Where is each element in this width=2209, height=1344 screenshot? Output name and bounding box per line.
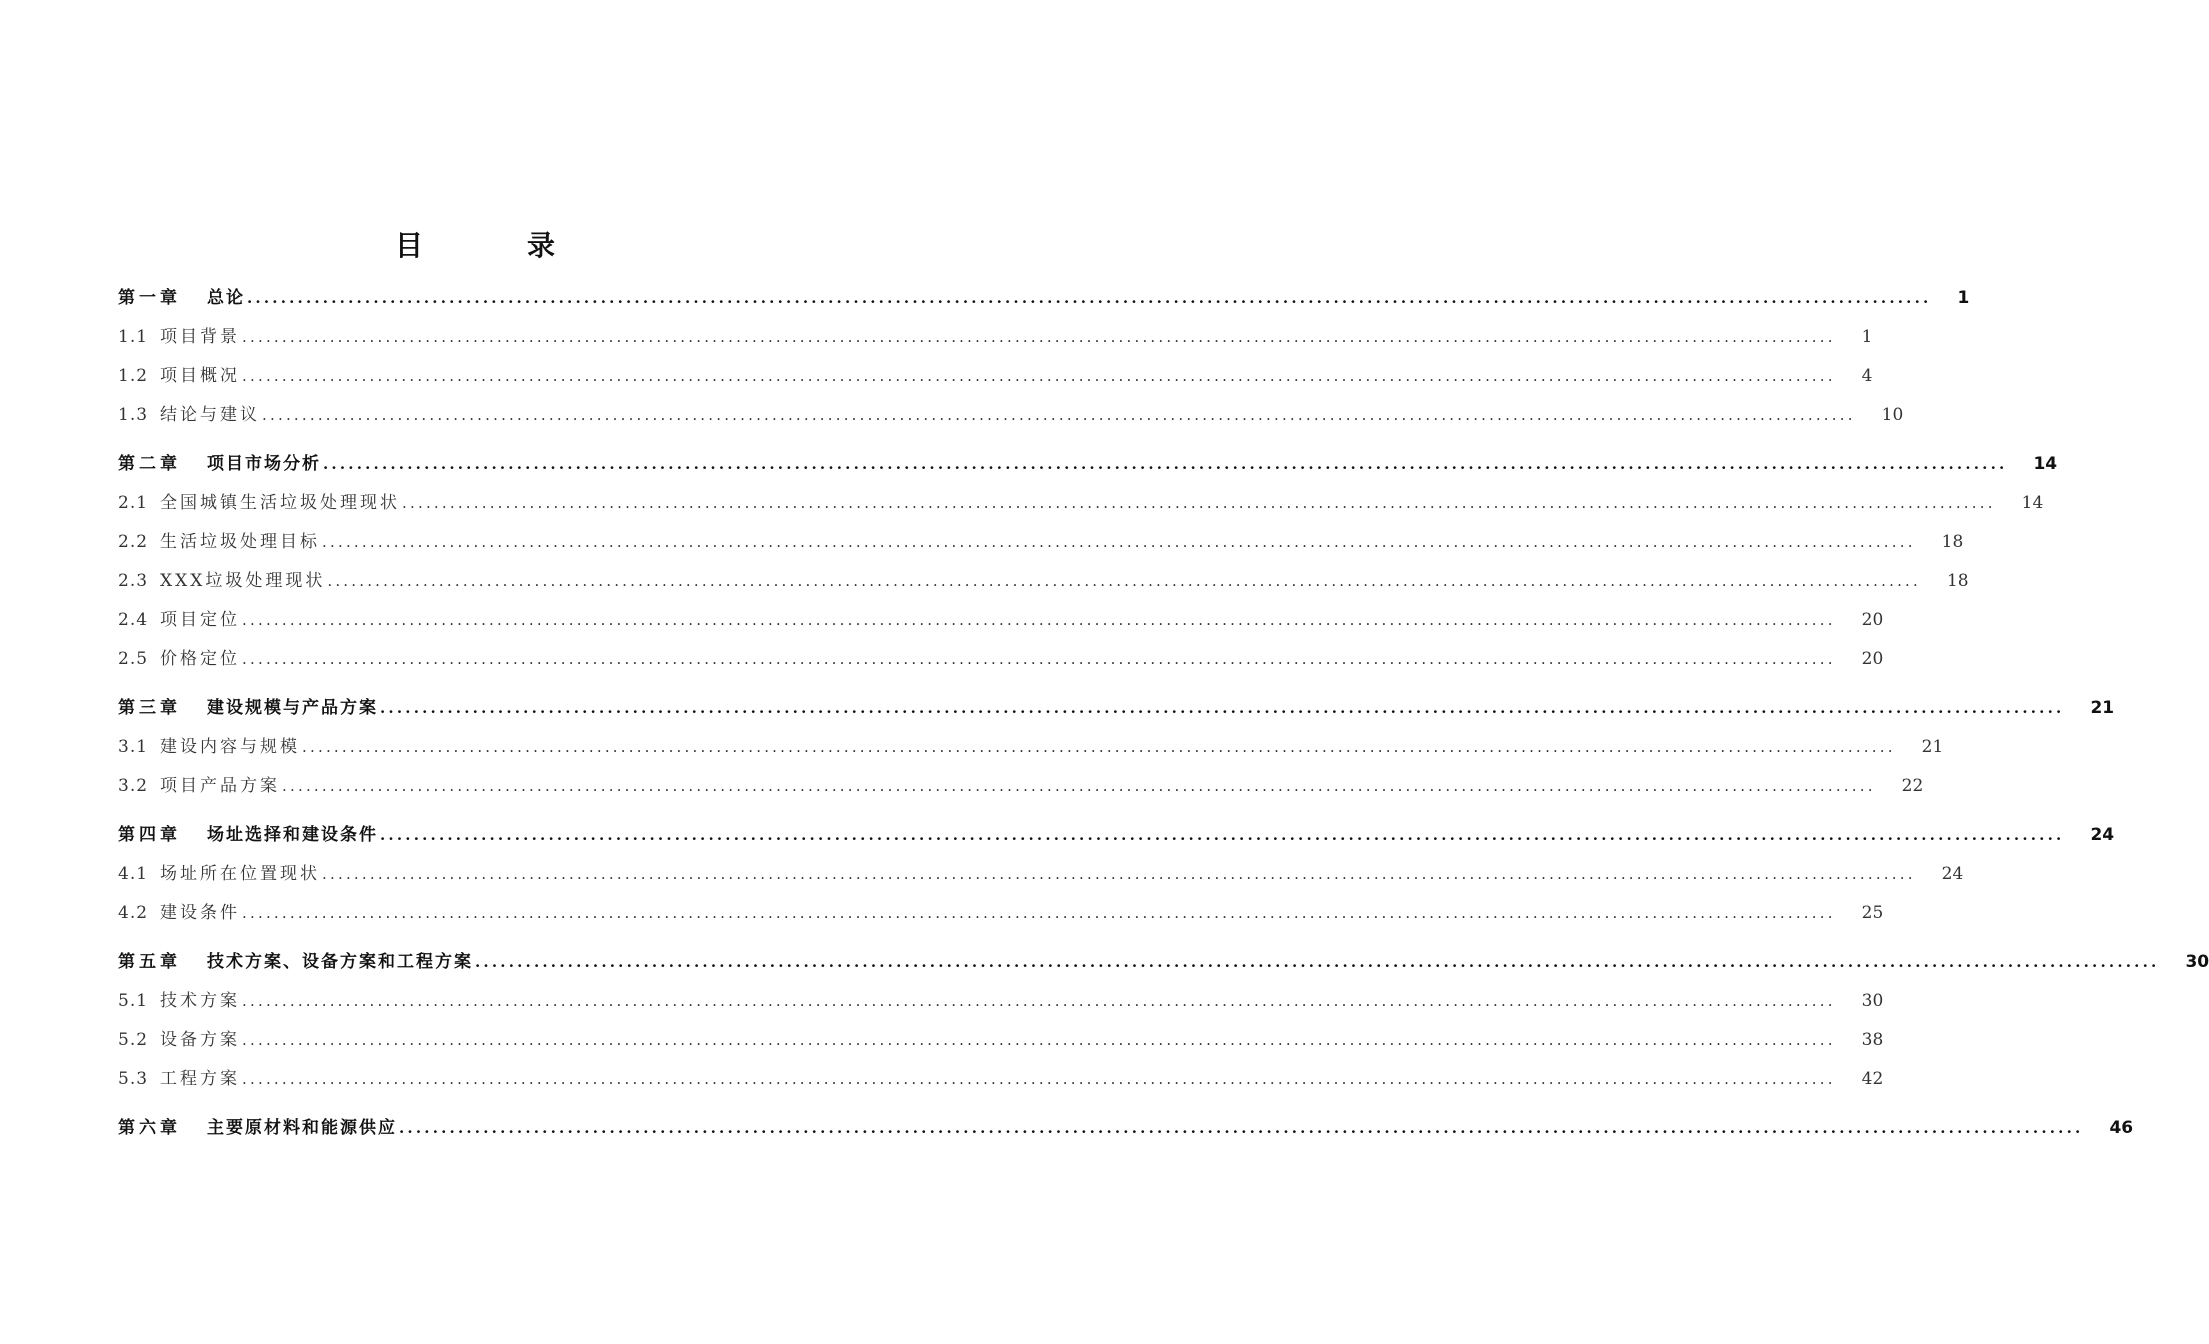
toc-dot-leader: ........................................................................................................................................................................................................: [242, 367, 1836, 385]
toc-entry-number: 5.1: [118, 991, 149, 1011]
toc-entry-number: 第二章: [118, 454, 181, 474]
toc-entry-title: 场址所在位置现状: [160, 864, 321, 884]
toc-entry-number: 2.3: [118, 571, 149, 591]
toc-page-number: 10: [1881, 405, 1904, 425]
toc-entry-number: 2.4: [118, 610, 149, 630]
toc-entry-label: [118, 1025, 240, 1056]
toc-dot-leader: ........................................................................................................................................................................................................: [323, 455, 2008, 473]
toc-entry-label: [118, 947, 473, 978]
toc-entry-number: 2.5: [118, 649, 149, 669]
toc-dot-leader: ........................................................................................................................................................................................................: [242, 992, 1836, 1010]
toc-entry-title: 工程方案: [160, 1069, 241, 1089]
toc-section-entry[interactable]: [118, 978, 1884, 1017]
toc-entry-number: 第一章: [118, 288, 181, 308]
toc-page-number: 21: [2090, 698, 2115, 718]
toc-entry-title: 设备方案: [160, 1030, 241, 1050]
toc-entry-number: 3.2: [118, 776, 149, 796]
toc-entry-number: 第五章: [118, 952, 181, 972]
toc-entry-number: 2.1: [118, 493, 149, 513]
toc-page-number: 46: [2109, 1118, 2134, 1138]
toc-entry-label: [118, 527, 320, 558]
toc-entry-title: 项目定位: [160, 610, 241, 630]
toc-section-entry[interactable]: [118, 851, 1964, 890]
toc-dot-leader: ........................................................................................................................................................................................................: [327, 572, 1921, 590]
toc-entry-label: [118, 1113, 397, 1144]
toc-entry-label: [118, 820, 378, 851]
toc-entry-label: [118, 283, 245, 314]
title-char-2: 录: [527, 229, 556, 262]
toc-entry-title: 总论: [207, 288, 245, 308]
toc-entry-title: 项目背景: [160, 327, 241, 347]
toc-section-entry[interactable]: [118, 392, 1904, 431]
toc-entry-number: 第三章: [118, 698, 181, 718]
toc-entry-number: 1.3: [118, 405, 149, 425]
toc-page-number: 24: [1941, 864, 1964, 884]
toc-entry-title: 生活垃圾处理目标: [160, 532, 321, 552]
toc-entry-number: 2.2: [118, 532, 149, 552]
toc-entry-label: [118, 488, 400, 519]
page-title: [0, 224, 950, 264]
toc-dot-leader: ........................................................................................................................................................................................................: [302, 738, 1896, 756]
toc-entry-number: 第六章: [118, 1118, 181, 1138]
title-char-1: 目: [394, 229, 423, 262]
toc-entry-label: [118, 693, 378, 724]
toc-page-number: 1: [1861, 327, 1873, 347]
toc-section-entry[interactable]: [118, 636, 1884, 675]
toc-chapter-entry[interactable]: [118, 939, 2209, 978]
toc-chapter-entry[interactable]: [118, 812, 2115, 851]
toc-section-entry[interactable]: [118, 724, 1944, 763]
toc-page-number: 22: [1901, 776, 1924, 796]
toc-chapter-entry[interactable]: [118, 441, 2058, 480]
toc-dot-leader: ........................................................................................................................................................................................................: [242, 1031, 1836, 1049]
toc-entry-label: [118, 449, 321, 480]
toc-entry-number: 4.2: [118, 903, 149, 923]
toc-page-number: 14: [2033, 454, 2058, 474]
toc-entry-number: 4.1: [118, 864, 149, 884]
toc-entry-number: 1.1: [118, 327, 149, 347]
toc-entry-number: 5.2: [118, 1030, 149, 1050]
toc-entry-title: 建设规模与产品方案: [207, 698, 378, 718]
toc-entry-label: [118, 986, 240, 1017]
toc-dot-leader: ........................................................................................................................................................................................................: [402, 494, 1996, 512]
toc-entry-title: 技术方案: [160, 991, 241, 1011]
toc-entry-label: [118, 732, 300, 763]
toc-entry-title: 场址选择和建设条件: [207, 825, 378, 845]
toc-entry-label: [118, 400, 260, 431]
toc-page-number: 1: [1957, 288, 1970, 308]
toc-dot-leader: ........................................................................................................................................................................................................: [242, 328, 1836, 346]
toc-dot-leader: ........................................................................................................................................................................................................: [399, 1119, 2084, 1137]
toc-entry-number: 1.2: [118, 366, 149, 386]
toc-page-number: 30: [2185, 952, 2209, 972]
toc-dot-leader: ........................................................................................................................................................................................................: [322, 533, 1916, 551]
toc-entry-number: 第四章: [118, 825, 181, 845]
toc-entry-number: 3.1: [118, 737, 149, 757]
toc-page-number: 21: [1921, 737, 1944, 757]
toc-page-number: 42: [1861, 1069, 1884, 1089]
toc-entry-title: 建设内容与规模: [160, 737, 301, 757]
toc-page-number: 4: [1861, 366, 1873, 386]
toc-entry-title: 项目市场分析: [207, 454, 321, 474]
toc-entry-title: 主要原材料和能源供应: [207, 1118, 397, 1138]
toc-entry-label: [118, 566, 325, 597]
toc-entry-title: 全国城镇生活垃圾处理现状: [160, 493, 401, 513]
toc-page-number: 30: [1861, 991, 1884, 1011]
toc-section-entry[interactable]: [118, 1017, 1884, 1056]
toc-dot-leader: ........................................................................................................................................................................................................: [242, 1070, 1836, 1088]
toc-page-number: 24: [2090, 825, 2115, 845]
toc-dot-leader: ........................................................................................................................................................................................................: [282, 777, 1876, 795]
toc-chapter-entry[interactable]: [118, 685, 2115, 724]
toc-page-number: 20: [1861, 649, 1884, 669]
toc-dot-leader: ........................................................................................................................................................................................................: [247, 289, 1932, 307]
toc-dot-leader: ........................................................................................................................................................................................................: [242, 650, 1836, 668]
toc-entry-number: 5.3: [118, 1069, 149, 1089]
toc-entry-label: [118, 1064, 240, 1095]
toc-entry-title: 结论与建议: [160, 405, 261, 425]
toc-entry-label: [118, 361, 240, 392]
toc-entry-label: [118, 859, 320, 890]
toc-page-number: 38: [1861, 1030, 1884, 1050]
toc-section-entry[interactable]: [118, 353, 1873, 392]
toc-page-number: 18: [1941, 532, 1964, 552]
toc-page-number: 20: [1861, 610, 1884, 630]
toc-entry-title: 项目产品方案: [160, 776, 281, 796]
toc-section-entry[interactable]: [118, 1056, 1884, 1095]
toc-section-entry[interactable]: [118, 890, 1884, 929]
toc-dot-leader: ........................................................................................................................................................................................................: [380, 826, 2065, 844]
toc-dot-leader: ........................................................................................................................................................................................................: [242, 611, 1836, 629]
toc-section-entry[interactable]: [118, 558, 1969, 597]
toc-entry-label: [118, 771, 280, 802]
toc-page-number: 25: [1861, 903, 1884, 923]
toc-page-number: 14: [2021, 493, 2044, 513]
toc-entry-title: 价格定位: [160, 649, 241, 669]
toc-entry-title: 项目概况: [160, 366, 241, 386]
toc-entry-label: [118, 322, 240, 353]
toc-section-entry[interactable]: [118, 763, 1924, 802]
toc-entry-label: [118, 605, 240, 636]
toc-dot-leader: ........................................................................................................................................................................................................: [242, 904, 1836, 922]
toc-section-entry[interactable]: [118, 519, 1964, 558]
table-of-contents: [118, 275, 2209, 1144]
toc-entry-label: [118, 898, 240, 929]
toc-dot-leader: ........................................................................................................................................................................................................: [322, 865, 1916, 883]
toc-entry-title: 技术方案、设备方案和工程方案: [207, 952, 473, 972]
toc-entry-title: XXX垃圾处理现状: [160, 571, 326, 591]
toc-dot-leader: ........................................................................................................................................................................................................: [262, 406, 1856, 424]
toc-chapter-entry[interactable]: [118, 1105, 2134, 1144]
toc-entry-title: 建设条件: [160, 903, 241, 923]
toc-section-entry[interactable]: [118, 597, 1884, 636]
toc-entry-label: [118, 644, 240, 675]
toc-chapter-entry[interactable]: [118, 275, 1970, 314]
toc-dot-leader: ........................................................................................................................................................................................................: [475, 953, 2160, 971]
toc-section-entry[interactable]: [118, 314, 1873, 353]
toc-page-number: 18: [1946, 571, 1969, 591]
toc-dot-leader: ........................................................................................................................................................................................................: [380, 699, 2065, 717]
toc-section-entry[interactable]: [118, 480, 2044, 519]
